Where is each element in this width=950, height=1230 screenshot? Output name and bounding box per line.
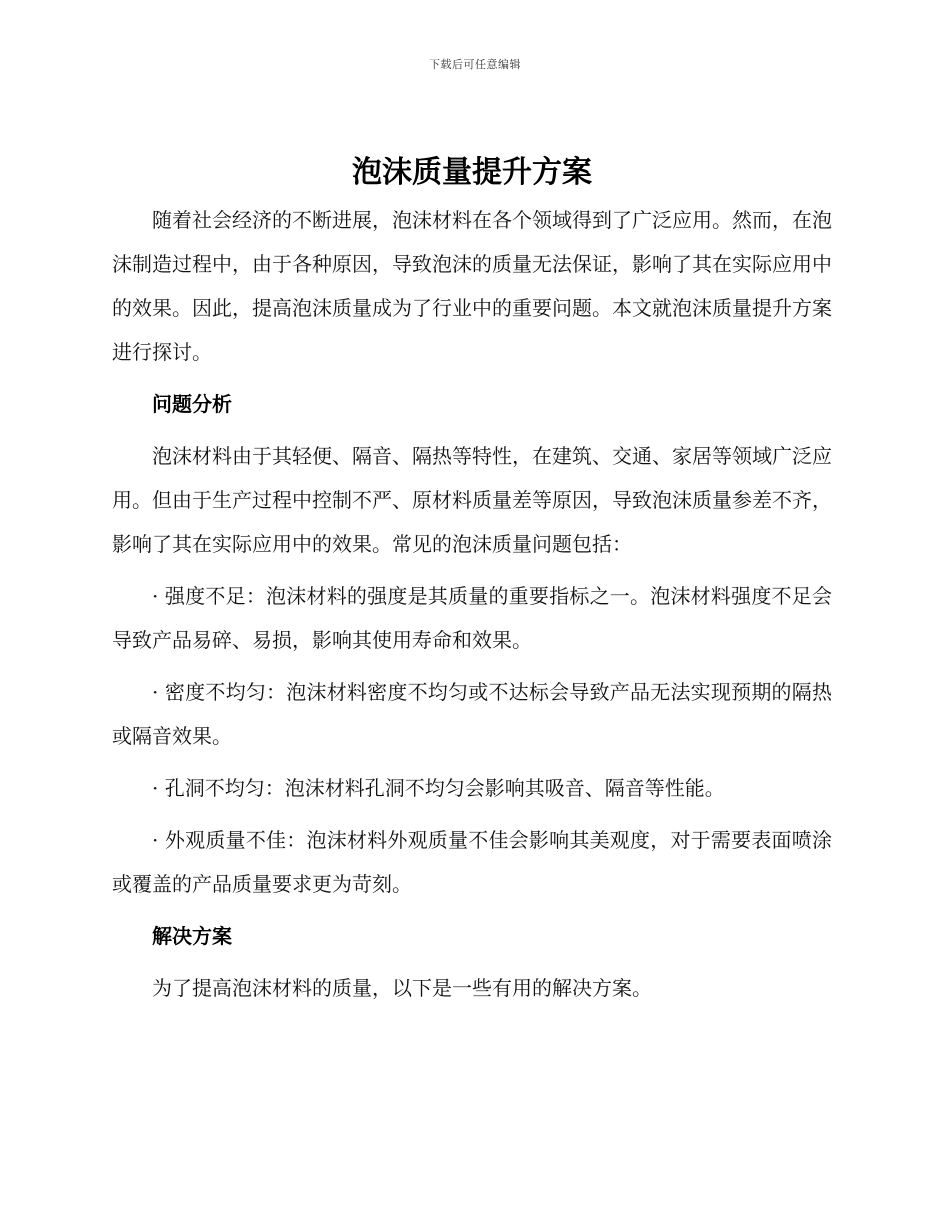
document-body [112,148,832,1018]
solutions-paragraph: 为了提高泡沫材料的质量，以下是一些有用的解决方案。 [152,976,652,1000]
bullet-item: · 外观质量不佳：泡沫材料外观质量不佳会影响其美观度，对于需要表面喷涂或覆盖的产品质量要求更为苛刻。 [112,828,832,896]
intro-paragraph: 随着社会经济的不断进展，泡沫材料在各个领域得到了广泛应用。然而，在泡沫制造过程中，由于各种原因，导致泡沫的质量无法保证，影响了其在实际应用中的效果。因此，提高泡沫质量成为了行业中的重要问题。本文就泡沫质量提升方案进行探讨。 [112,208,832,364]
bullet-item: · 密度不均匀：泡沫材料密度不均匀或不达标会导致产品无法实现预期的隔热或隔音效果。 [112,680,832,748]
bullet-item: · 强度不足：泡沫材料的强度是其质量的重要指标之一。泡沫材料强度不足会导致产品易碎、易损，影响其使用寿命和效果。 [112,584,832,652]
problem-analysis-paragraph: 泡沫材料由于其轻便、隔音、隔热等特性，在建筑、交通、家居等领域广泛应用。但由于生产过程中控制不严、原材料质量差等原因，导致泡沫质量参差不齐，影响了其在实际应用中的效果。常见的泡沫质量问题包括： [112,444,832,556]
section-heading-solutions: 解决方案 [152,924,232,948]
bullet-item: · 孔洞不均匀：泡沫材料孔洞不均匀会影响其吸音、隔音等性能。 [152,776,725,800]
header-note: 下载后可任意编辑 [429,58,521,71]
section-heading-problem-analysis: 问题分析 [152,392,232,416]
document-title: 泡沫质量提升方案 [352,155,592,190]
